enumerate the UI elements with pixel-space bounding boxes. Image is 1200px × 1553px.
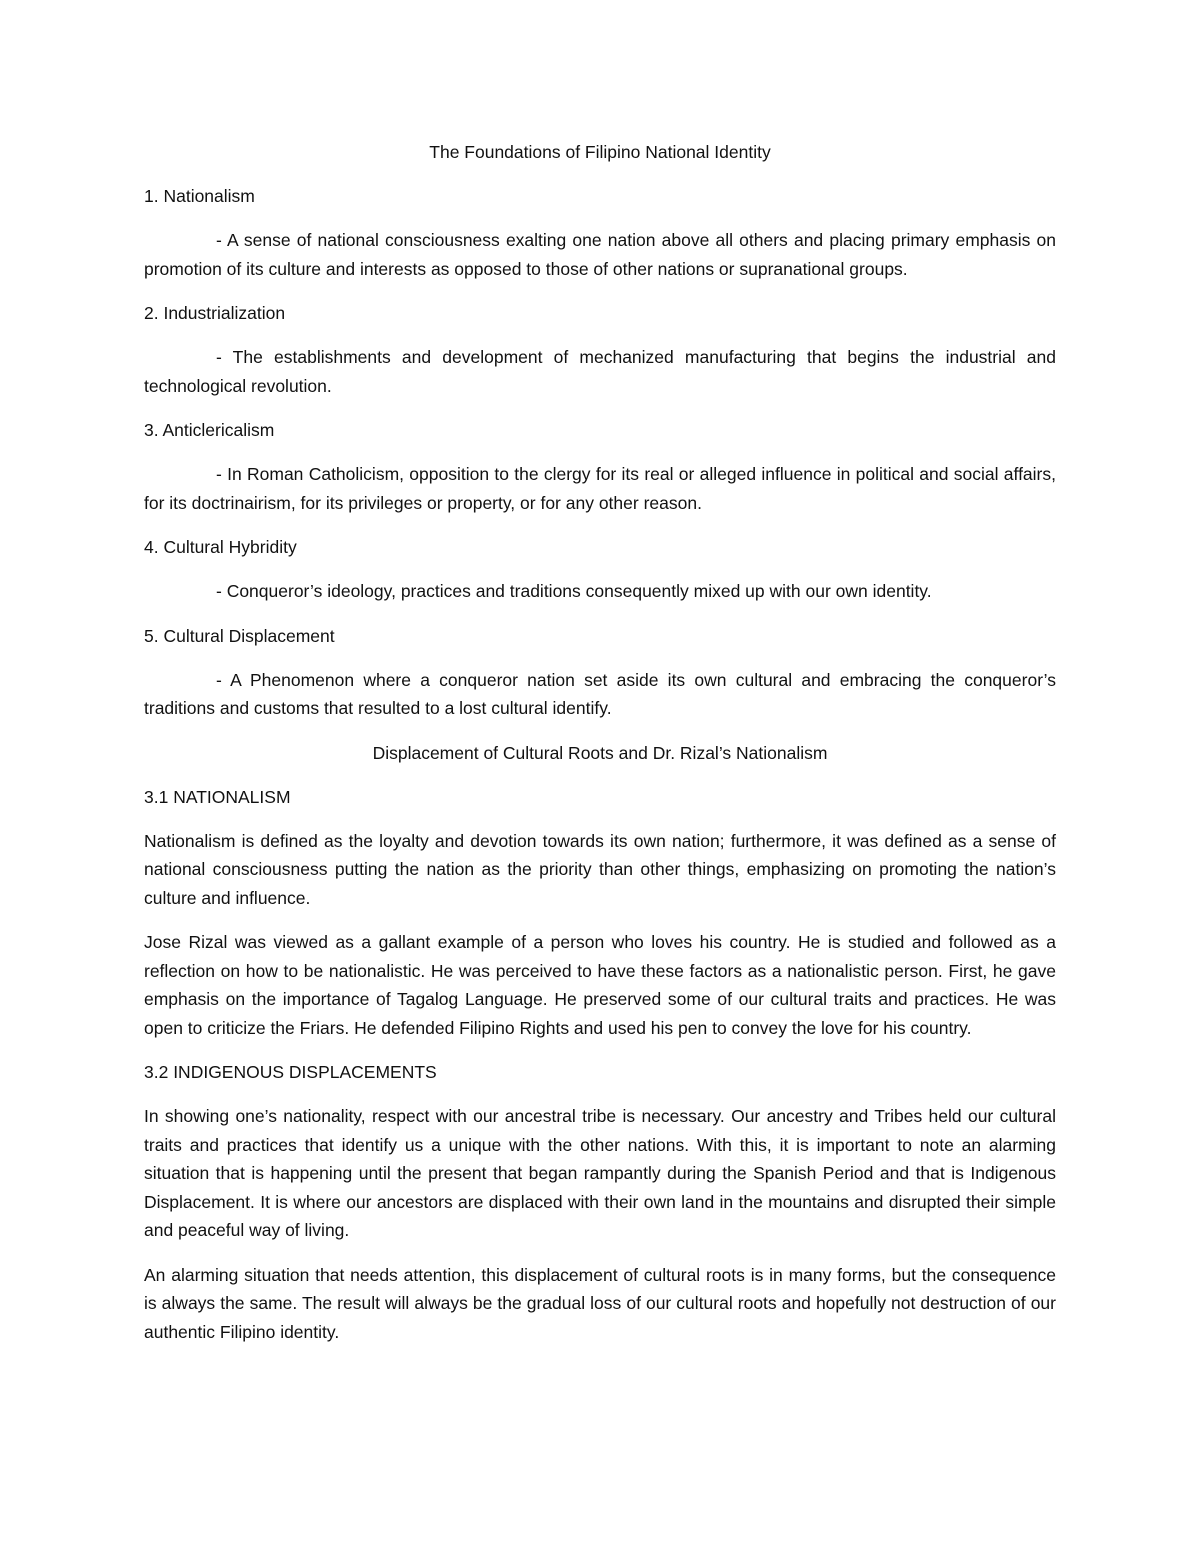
item-heading-industrialization: 2. Industrialization xyxy=(144,303,286,323)
section-heading-indigenous-displacements: 3.2 INDIGENOUS DISPLACEMENTS xyxy=(144,1062,437,1082)
section-subtitle: Displacement of Cultural Roots and Dr. Rizal’s Nationalism xyxy=(372,742,828,763)
section-paragraph: An alarming situation that needs attention, this displacement of cultural roots is in many forms, but the consequence is always the same. The result will always be the gradual loss of our cultural roots and hopefully not destruction of our authentic Filipino identity. xyxy=(144,1264,1056,1342)
section-paragraph: In showing one’s nationality, respect with our ancestral tribe is necessary. Our ancestry and Tribes held our cultural traits and practices that identify us a unique with the other nations. With this, it is important to note an alarming situation that is happening until the present that began rampantly during the Spanish Period and that is Indigenous Displacement. It is where our ancestors are displaced with their own land in the mountains and disrupted their simple and peaceful way of living. xyxy=(144,1106,1056,1240)
item-definition-nationalism: - A sense of national consciousness exalting one nation above all others and placing primary emphasis on promotion of its culture and interests as opposed to those of other nations or supranational groups. xyxy=(144,230,1056,279)
item-heading-anticlericalism: 3. Anticlericalism xyxy=(144,420,275,440)
document-page xyxy=(144,138,1056,1362)
section-paragraph: Jose Rizal was viewed as a gallant example of a person who loves his country. He is studied and followed as a reflection on how to be nationalistic. He was perceived to have these factors as a nationalistic person. First, he gave emphasis on the importance of Tagalog Language. He preserved some of our cultural traits and practices. He was open to criticize the Friars. He defended Filipino Rights and used his pen to convey the love for his country. xyxy=(144,932,1056,1038)
item-definition-anticlericalism: - In Roman Catholicism, opposition to the clergy for its real or alleged influence in political and social affairs, for its doctrinairism, for its privileges or property, or for any other reason. xyxy=(144,464,1056,513)
item-definition-cultural-displacement: - A Phenomenon where a conqueror nation set aside its own cultural and embracing the conqueror’s traditions and customs that resulted to a lost cultural identify. xyxy=(144,669,1056,718)
item-definition-cultural-hybridity: - Conqueror’s ideology, practices and traditions consequently mixed up with our own identity. xyxy=(216,581,932,601)
item-heading-nationalism: 1. Nationalism xyxy=(144,186,255,206)
item-heading-cultural-displacement: 5. Cultural Displacement xyxy=(144,625,335,646)
document-title: The Foundations of Filipino National Identity xyxy=(429,142,771,162)
section-paragraph: Nationalism is defined as the loyalty and devotion towards its own nation; furthermore, it was defined as a sense of national consciousness putting the nation as the priority than other things, emphasizing on promoting the nation’s culture and influence. xyxy=(144,830,1056,908)
item-definition-industrialization: - The establishments and development of mechanized manufacturing that begins the industrial and technological revolution. xyxy=(144,347,1056,396)
section-heading-nationalism: 3.1 NATIONALISM xyxy=(144,786,291,807)
item-heading-cultural-hybridity: 4. Cultural Hybridity xyxy=(144,537,297,557)
